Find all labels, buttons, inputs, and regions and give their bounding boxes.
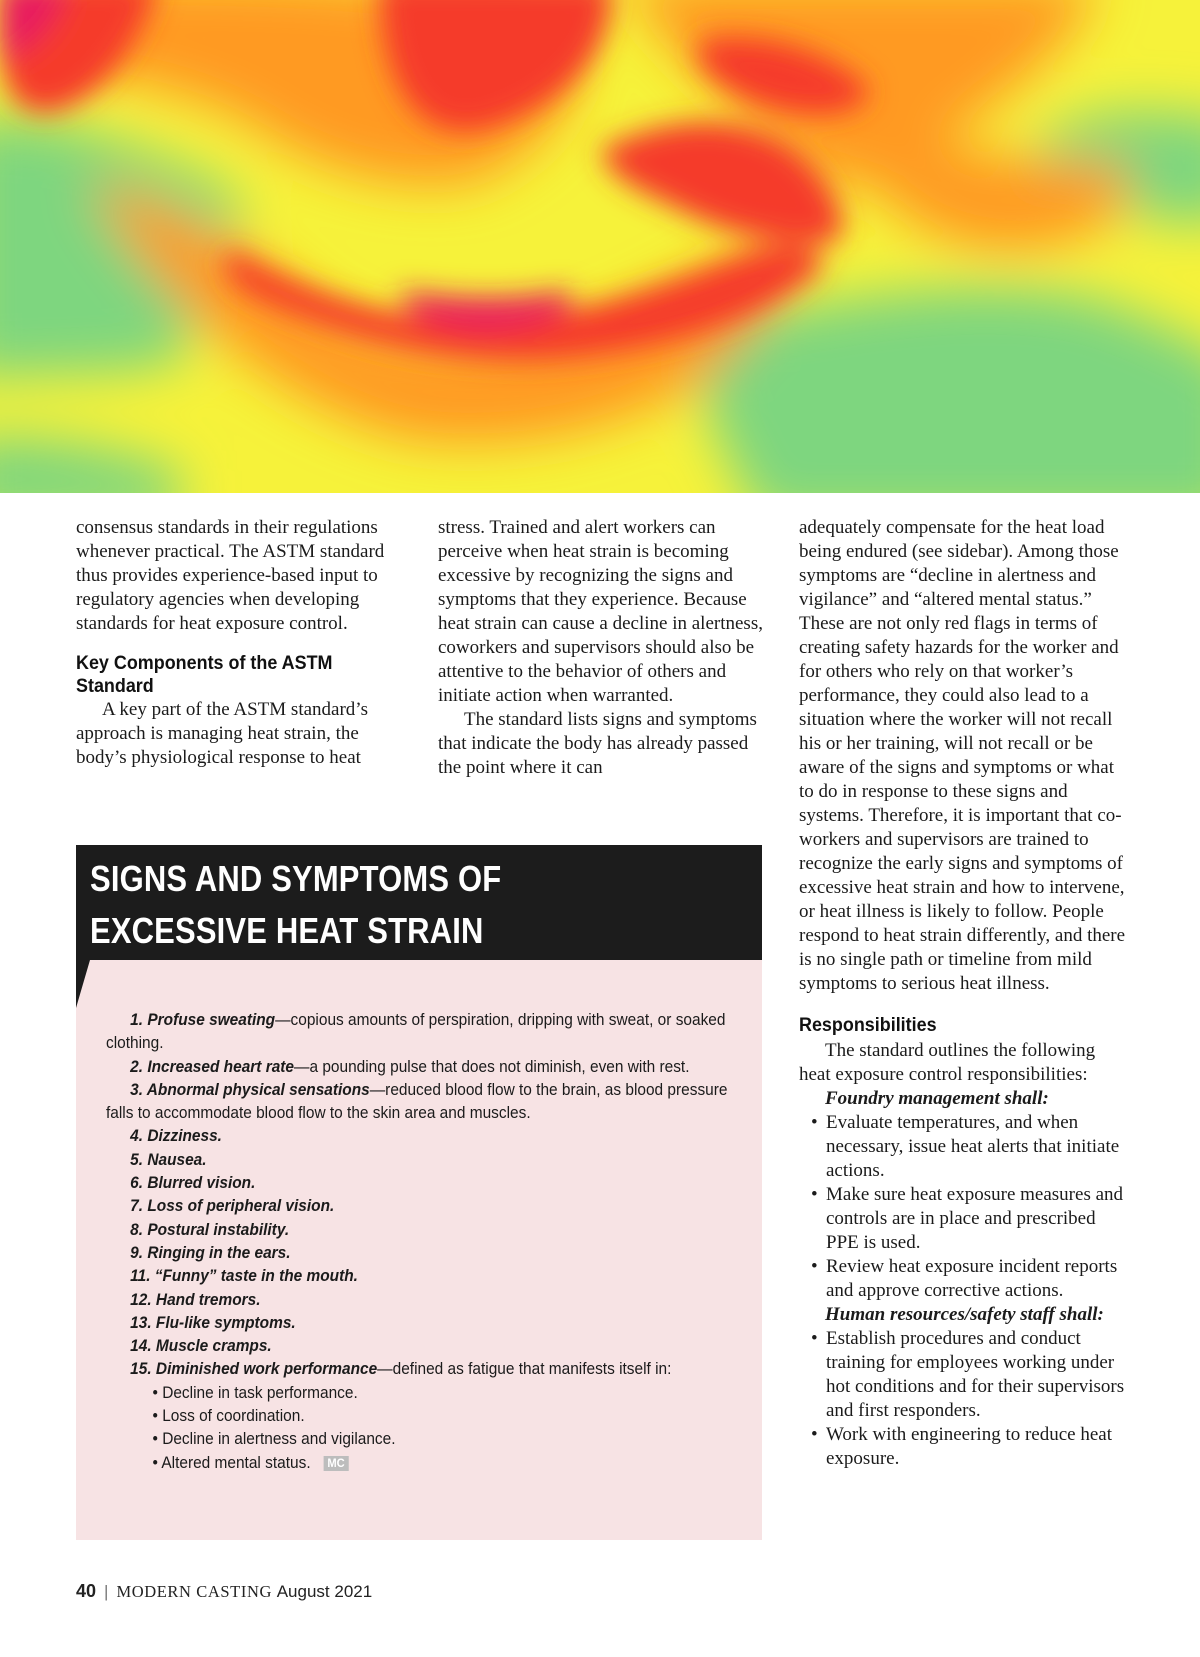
symptom-item: 12. Hand tremors. (130, 1289, 261, 1309)
symptom-item: 2. Increased heart rate—a pounding pulse that does not diminish, even with rest. (130, 1056, 690, 1076)
section-heading-key-components: Key Components of the ASTM Standard (76, 652, 333, 697)
performance-bullet: • Decline in alertness and vigilance. (152, 1429, 396, 1449)
column-3 (799, 516, 1129, 1471)
page-number: 40 (76, 1581, 97, 1601)
symptom-item: 4. Dizziness. (130, 1126, 222, 1146)
body-paragraph: stress. Trained and alert workers can perceive when heat strain is becoming excessive by recognizing the signs and symptoms that they experience. Because heat strain can cause a decline in alertness, coworkers and supervisors should also be attentive to the behavior of others and initiate action when warranted. (438, 517, 763, 706)
hr-safety-list (799, 1327, 1129, 1471)
symptom-item: 3. Abnormal physical sensations—reduced blood flow to the brain, as blood pressure falls to accommodate blood flow to the skin area and muscles. (106, 1079, 728, 1123)
footer-separator: | (104, 1582, 109, 1601)
body-paragraph: consensus standards in their regulations whenever practical. The ASTM standard thus provides experience-based input to regulatory agencies when developing standards for heat exposure control. (76, 517, 385, 634)
sidebar-header (76, 845, 762, 960)
magazine-name: MODERN CASTING (116, 1582, 272, 1601)
foundry-management-list (799, 1111, 1129, 1303)
symptom-item: 9. Ringing in the ears. (130, 1242, 291, 1262)
sidebar-title-line-2: EXCESSIVE HEAT STRAIN (90, 910, 484, 951)
body-paragraph: The standard outlines the following heat exposure control responsibilities: (799, 1040, 1096, 1085)
symptom-item: 1. Profuse sweating—copious amounts of perspiration, dripping with sweat, or soaked clothing. (106, 1010, 726, 1053)
symptom-item: 6. Blurred vision. (130, 1173, 256, 1193)
list-item: • Evaluate temperatures, and when necessary, issue heat alerts that initiate actions. (799, 1111, 1129, 1183)
list-item: • Make sure heat exposure measures and controls are in place and prescribed PPE is used. (799, 1183, 1129, 1255)
symptom-item: 8. Postural instability. (130, 1219, 290, 1239)
body-paragraph: The standard lists signs and symptoms that indicate the body has already passed the point where it can (438, 709, 757, 778)
mc-end-badge: MC (324, 1456, 349, 1471)
section-heading-responsibilities: Responsibilities (799, 1014, 937, 1036)
body-paragraph: adequately compensate for the heat load being endured (see sidebar). Among those symptoms are “decline in alertness and vigilance” and “altered mental status.” These are not only red flags in terms of creating safety hazards for the worker and for others who rely on that worker’s performance, they could also lead to a situation where the worker will not recall his or her training, will not recall or be aware of the signs and symptoms or what to do in response to these signs and systems. Therefore, it is important that co-workers and supervisors are trained to recognize the early signs and symptoms of excessive heat strain and how to intervene, or heat illness is likely to follow. People respond to heat strain differently, and there is no single path or timeline from mild symptoms to serious heat illness. (799, 517, 1126, 994)
column-1 (76, 516, 401, 770)
column-2 (438, 516, 768, 780)
body-paragraph: A key part of the ASTM standard’s approach is managing heat strain, the body’s physiological response to heat (76, 699, 368, 768)
list-item: • Establish procedures and conduct training for employees working under hot conditions and for their supervisors and first responders. (799, 1327, 1129, 1423)
sidebar-title-line-1: SIGNS AND SYMPTOMS OF (90, 858, 502, 899)
list-item: • Review heat exposure incident reports and approve corrective actions. (799, 1255, 1129, 1303)
sidebar-title (90, 853, 501, 957)
issue-date: August 2021 (276, 1582, 373, 1601)
list-item: • Work with engineering to reduce heat exposure. (799, 1423, 1129, 1471)
symptom-list (106, 1008, 738, 1474)
symptom-item: 5. Nausea. (130, 1149, 207, 1169)
performance-bullet: • Loss of coordination. (152, 1406, 305, 1426)
hero-green-region (698, 288, 1200, 493)
symptom-item: 7. Loss of peripheral vision. (130, 1196, 335, 1216)
symptom-item: 15. Diminished work performance—defined as fatigue that manifests itself in: (130, 1359, 672, 1379)
sidebar-header-notch (76, 960, 90, 1008)
group-title-hr-safety-staff: Human resources/safety staff shall: (825, 1304, 1104, 1325)
performance-bullet: • Decline in task performance. (152, 1382, 358, 1402)
symptom-item: 11. “Funny” taste in the mouth. (130, 1266, 358, 1286)
page-footer (76, 1580, 372, 1603)
performance-bullet: • Altered mental status. MC (106, 1451, 738, 1474)
sidebar-heat-strain-symptoms (76, 845, 762, 1540)
symptom-item: 13. Flu-like symptoms. (130, 1312, 296, 1332)
group-title-foundry-management: Foundry management shall: (825, 1088, 1049, 1109)
hero-heatmap-image (0, 0, 1200, 493)
symptom-item: 14. Muscle cramps. (130, 1336, 272, 1356)
